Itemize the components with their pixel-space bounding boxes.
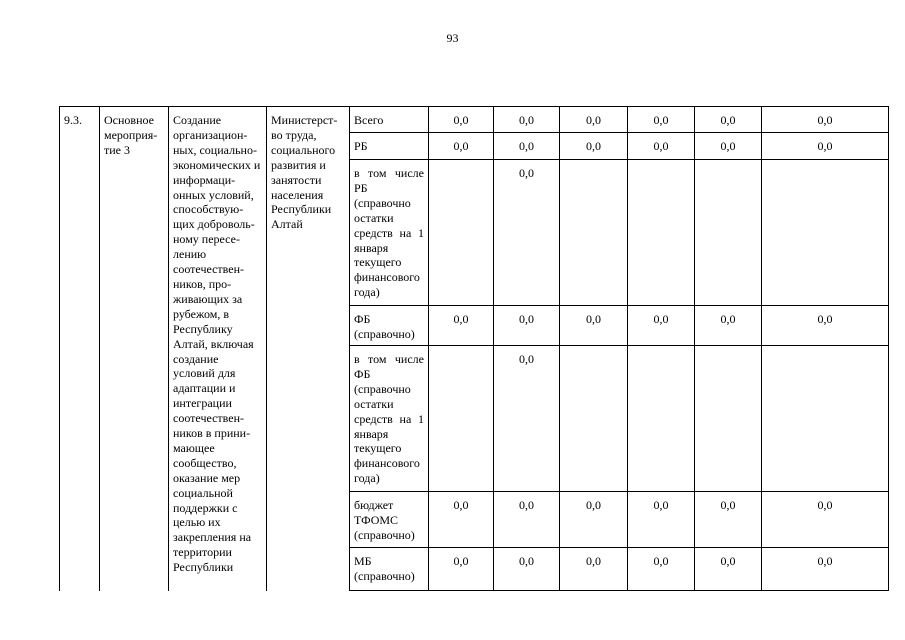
- source-label: в том числе РБ (справочно остатки средств на 1 января текущего финансового года): [350, 160, 429, 306]
- measure-name-cell: [100, 107, 169, 591]
- value-cell: 0,0: [429, 306, 494, 346]
- value-cell: 0,0: [695, 107, 762, 133]
- source-label: в том числе ФБ (справочно остатки средств на 1 января текущего финансового года): [350, 346, 429, 492]
- value-cell: 0,0: [628, 133, 695, 160]
- executor-cell: [267, 107, 350, 591]
- measure-description: Создание организацион-ных, социально-экономических и информаци-онных условий, способствую-щих доброволь-ному пересе-лению соотечествен-ников, про-живающих за рубежом, в Республику Алтай, включая создание условий для адаптации и интеграции соотечествен-ников в прини-мающее сообщество, оказание мер социальной поддержки с целью их закрепления на территории Республики: [173, 113, 261, 575]
- value-cell: 0,0: [560, 107, 628, 133]
- value-cell: [695, 160, 762, 306]
- value-cell: 0,0: [628, 492, 695, 548]
- value-cell: 0,0: [429, 133, 494, 160]
- value-cell: 0,0: [762, 107, 889, 133]
- value-cell: 0,0: [494, 107, 560, 133]
- value-cell: 0,0: [494, 492, 560, 548]
- value-cell: [560, 160, 628, 306]
- source-label: ФБ (справочно): [350, 306, 429, 346]
- value-cell: 0,0: [494, 133, 560, 160]
- value-cell: 0,0: [494, 160, 560, 306]
- value-cell: 0,0: [429, 492, 494, 548]
- value-cell: 0,0: [762, 133, 889, 160]
- value-cell: 0,0: [560, 548, 628, 591]
- value-cell: [628, 346, 695, 492]
- value-cell: 0,0: [762, 548, 889, 591]
- value-cell: [429, 160, 494, 306]
- value-cell: [560, 346, 628, 492]
- value-cell: 0,0: [429, 107, 494, 133]
- value-cell: 0,0: [762, 306, 889, 346]
- value-cell: 0,0: [695, 492, 762, 548]
- value-cell: 0,0: [628, 548, 695, 591]
- value-cell: [429, 346, 494, 492]
- row-number: 9.3.: [64, 113, 82, 127]
- value-cell: 0,0: [695, 306, 762, 346]
- value-cell: [762, 160, 889, 306]
- value-cell: 0,0: [695, 548, 762, 591]
- measure-name: Основное мероприя-тие 3: [104, 113, 158, 157]
- value-cell: [628, 160, 695, 306]
- source-label: РБ: [350, 133, 429, 160]
- value-cell: 0,0: [695, 133, 762, 160]
- value-cell: 0,0: [429, 548, 494, 591]
- source-label: бюджет ТФОМС (справочно): [350, 492, 429, 548]
- source-label: МБ (справочно): [350, 548, 429, 591]
- value-cell: 0,0: [628, 107, 695, 133]
- value-cell: [762, 346, 889, 492]
- measure-description-cell: [169, 107, 267, 591]
- value-cell: 0,0: [762, 492, 889, 548]
- value-cell: 0,0: [494, 548, 560, 591]
- value-cell: 0,0: [494, 306, 560, 346]
- value-cell: 0,0: [560, 306, 628, 346]
- value-cell: 0,0: [628, 306, 695, 346]
- source-label: Всего: [350, 107, 429, 133]
- value-cell: 0,0: [560, 133, 628, 160]
- budget-table: [59, 106, 889, 591]
- page-number: 93: [446, 31, 459, 45]
- executor: Министерст-во труда, социального развития и занятости населения Республики Алтай: [271, 113, 338, 232]
- table-row: [60, 107, 889, 133]
- value-cell: [695, 346, 762, 492]
- value-cell: 0,0: [560, 492, 628, 548]
- row-number-cell: [60, 107, 100, 591]
- value-cell: 0,0: [494, 346, 560, 492]
